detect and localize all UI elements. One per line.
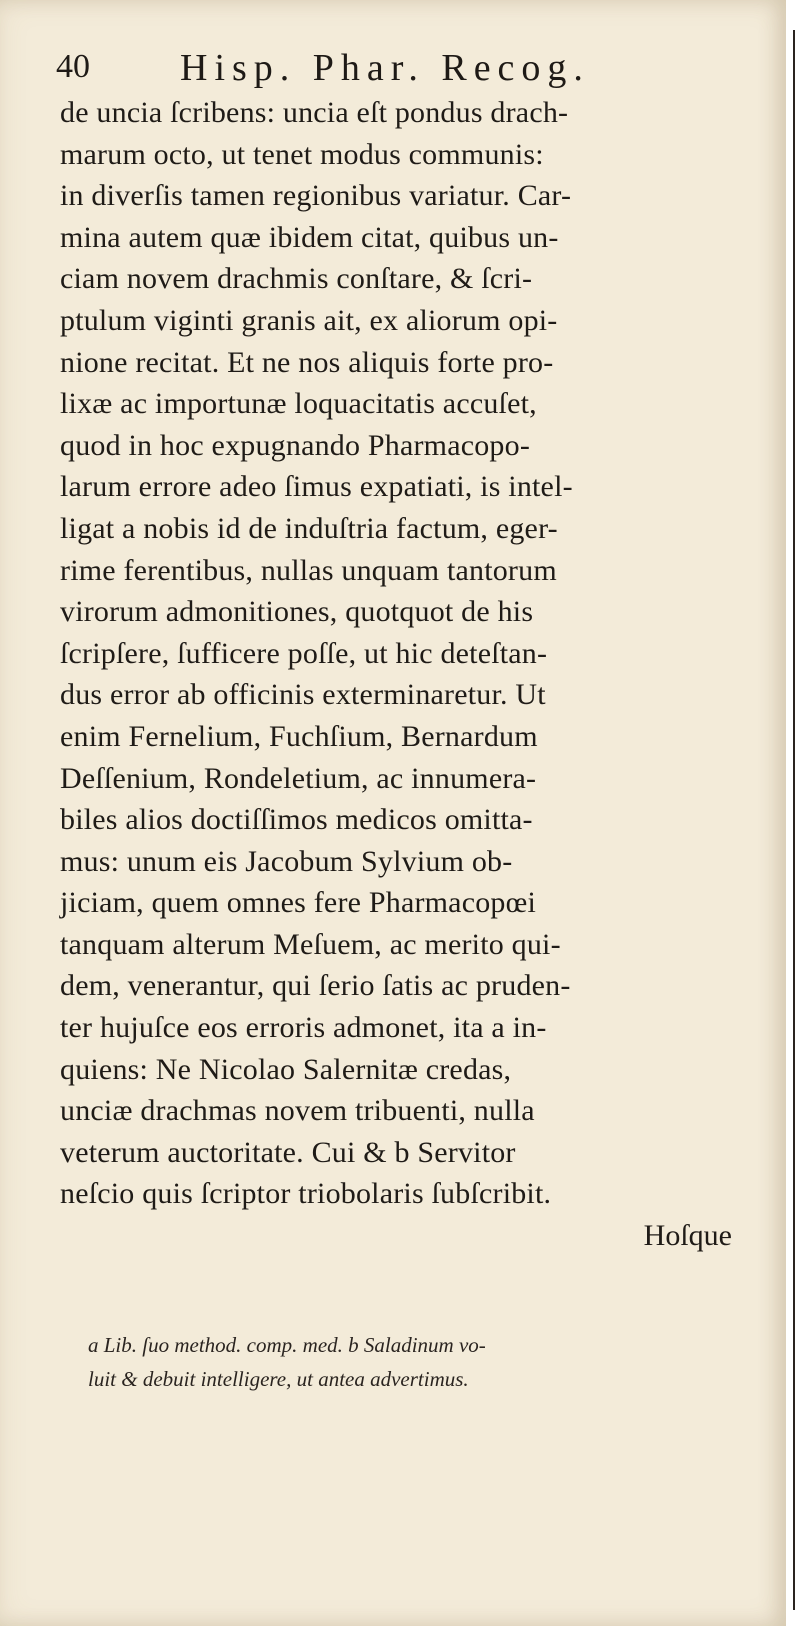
text-line: mus: unum eis Jacobum Sylvium ob-	[60, 844, 513, 878]
text-line: enim Fernelium, Fuchſium, Bernardum	[60, 719, 538, 753]
text-line: jiciam, quem omnes fere Pharmacopœi	[60, 886, 537, 920]
text-line: neſcio quis ſcriptor triobolaris ſubſcribit.	[60, 1177, 552, 1211]
text-line: marum octo, ut tenet modus communis:	[60, 137, 544, 171]
text-line: dus error ab officinis exterminaretur. Ut	[60, 678, 546, 712]
footnote-line: a Lib. ſuo method. comp. med. b Saladinum vo-	[88, 1333, 486, 1357]
text-line: dem, venerantur, qui ſerio ſatis ac pruden-	[60, 969, 571, 1003]
text-line: lixæ ac importunæ loquacitatis accuſet,	[60, 387, 537, 421]
body-text	[60, 92, 760, 1257]
page-header	[56, 44, 736, 94]
text-line: quod in hoc expugnando Pharmacopo-	[60, 428, 531, 462]
text-line: mina autem quæ ibidem citat, quibus un-	[60, 220, 559, 254]
text-line: Deſſenium, Rondeletium, ac innumera-	[60, 761, 537, 795]
text-line: virorum admonitiones, quotquot de his	[60, 595, 534, 629]
page-number: 40	[56, 48, 90, 85]
text-line: unciæ drachmas novem tribuenti, nulla	[60, 1094, 535, 1128]
text-line: ſcripſere, ſufficere poſſe, ut hic deteſtan-	[60, 636, 548, 670]
footnote-line: luit & debuit intelligere, ut antea advertimus.	[88, 1367, 469, 1391]
text-line: in diverſis tamen regionibus variatur. Car-	[60, 179, 572, 213]
text-line: de uncia ſcribens: uncia eſt pondus drach-	[60, 96, 569, 129]
text-line: biles alios doctiſſimos medicos omitta-	[60, 803, 533, 837]
text-line: ligat a nobis id de induſtria factum, eger-	[60, 511, 558, 545]
text-line: ciam novem drachmis conſtare, & ſcri-	[60, 262, 533, 296]
running-head: Hisp. Phar. Recog.	[180, 47, 590, 89]
footnotes	[88, 1328, 748, 1396]
catchword: Hoſque	[643, 1219, 732, 1253]
text-line: veterum auctoritate. Cui & b Servitor	[60, 1135, 516, 1169]
text-line: nione recitat. Et ne nos aliquis forte pro-	[60, 345, 554, 379]
text-line: larum errore adeo ſimus expatiati, is intel-	[60, 470, 573, 504]
text-line: tanquam alterum Meſuem, ac merito qui-	[60, 927, 561, 961]
page-edge-line	[793, 30, 795, 1610]
text-line: quiens: Ne Nicolao Salernitæ credas,	[60, 1052, 512, 1086]
text-line: ptulum viginti granis ait, ex aliorum opi-	[60, 303, 558, 337]
text-line: rime ferentibus, nullas unquam tantorum	[60, 553, 557, 587]
text-line: ter hujuſce eos erroris admonet, ita a in-	[60, 1011, 547, 1045]
